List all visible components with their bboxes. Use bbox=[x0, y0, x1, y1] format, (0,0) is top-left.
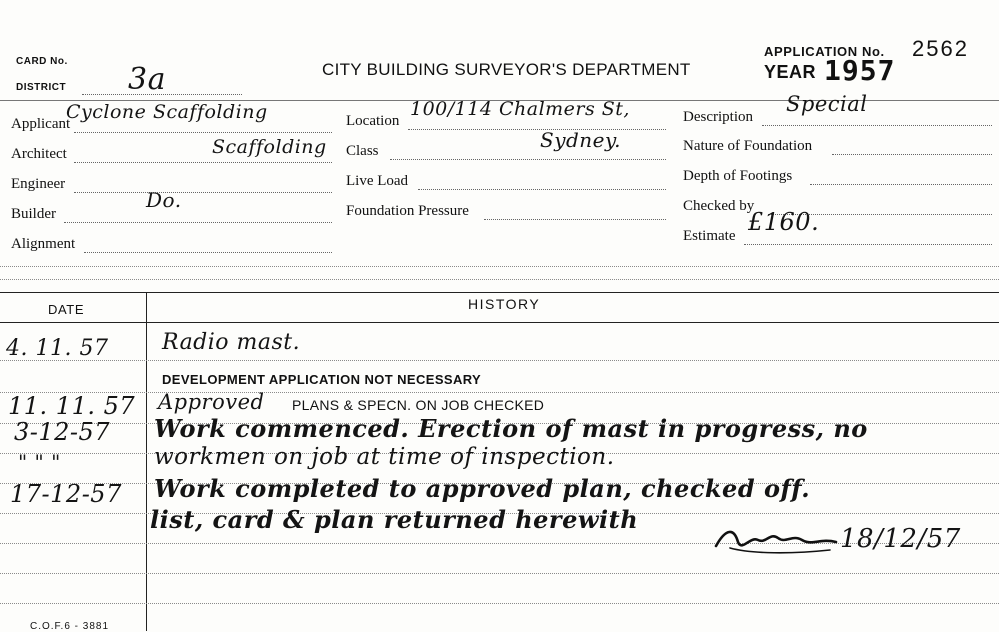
signature-icon bbox=[712, 518, 842, 558]
history-line bbox=[0, 392, 999, 393]
applicant-label: Applicant bbox=[11, 116, 71, 132]
history-header-rule bbox=[0, 322, 999, 323]
history-date: 3-12-57 bbox=[14, 418, 111, 446]
engineer-line bbox=[74, 192, 332, 193]
signature-date: 18/12/57 bbox=[840, 524, 961, 554]
date-column-divider bbox=[146, 292, 147, 631]
history-header: HISTORY bbox=[468, 296, 541, 312]
history-date: 17-12-57 bbox=[10, 480, 122, 508]
alignment-line bbox=[84, 252, 332, 253]
estimate-label: Estimate bbox=[683, 228, 736, 244]
application-no-label: APPLICATION No. bbox=[764, 44, 885, 59]
alignment-label: Alignment bbox=[11, 236, 76, 252]
foundation-pressure-line bbox=[484, 219, 666, 220]
location-line bbox=[408, 129, 666, 130]
history-text: workmen on job at time of inspection. bbox=[154, 444, 615, 470]
department-title: CITY BUILDING SURVEYOR'S DEPARTMENT bbox=[322, 60, 691, 79]
checked-by-label: Checked by bbox=[683, 198, 755, 214]
fields-rule-1 bbox=[0, 266, 999, 267]
nature-line bbox=[832, 154, 992, 155]
engineer-label: Engineer bbox=[11, 176, 66, 192]
history-line bbox=[0, 360, 999, 361]
history-line bbox=[0, 603, 999, 604]
class-label: Class bbox=[346, 143, 379, 159]
architect-line bbox=[74, 162, 332, 163]
class-value: Sydney. bbox=[540, 128, 622, 152]
location-label: Location bbox=[346, 113, 400, 129]
date-header: DATE bbox=[48, 302, 85, 317]
history-line bbox=[0, 573, 999, 574]
description-line bbox=[762, 125, 992, 126]
nature-of-foundation-label: Nature of Foundation bbox=[683, 138, 813, 154]
history-text: Approved bbox=[158, 390, 265, 414]
district-label: DISTRICT bbox=[16, 82, 67, 93]
history-stamp: PLANS & SPECN. ON JOB CHECKED bbox=[292, 397, 545, 413]
applicant-value: Cyclone Scaffolding bbox=[66, 101, 268, 123]
history-text: Work completed to approved plan, checked off. bbox=[154, 474, 811, 503]
description-label: Description bbox=[683, 109, 753, 125]
builder-value: Do. bbox=[146, 188, 182, 212]
foundation-pressure-label: Foundation Pressure bbox=[346, 203, 469, 219]
history-date: 4. 11. 57 bbox=[6, 336, 109, 361]
card-no-label: CARD No. bbox=[16, 56, 68, 67]
history-text: Radio mast. bbox=[162, 330, 301, 355]
history-date: 11. 11. 57 bbox=[8, 392, 136, 420]
architect-label: Architect bbox=[11, 146, 67, 162]
form-number: C.O.F.6 - 3881 bbox=[30, 621, 110, 632]
district-value: 3a bbox=[128, 62, 166, 97]
depth-of-footings-label: Depth of Footings bbox=[683, 168, 793, 184]
year-label: YEAR bbox=[764, 62, 817, 82]
applicant-line bbox=[74, 132, 332, 133]
live-load-label: Live Load bbox=[346, 173, 409, 189]
estimate-value: £160. bbox=[748, 208, 820, 236]
description-value: Special bbox=[786, 92, 868, 116]
history-date: " " " bbox=[18, 450, 61, 474]
year-value: 1957 bbox=[824, 54, 896, 87]
class-line bbox=[390, 159, 666, 160]
live-load-line bbox=[418, 189, 666, 190]
location-value: 100/114 Chalmers St, bbox=[410, 98, 630, 120]
history-text: Work commenced. Erection of mast in progress, no bbox=[154, 414, 868, 443]
history-top-rule bbox=[0, 292, 999, 293]
history-stamp: DEVELOPMENT APPLICATION NOT NECESSARY bbox=[162, 372, 482, 387]
history-text: list, card & plan returned herewith bbox=[150, 505, 639, 534]
architect-value: Scaffolding bbox=[212, 136, 327, 158]
application-no-value: 2562 bbox=[912, 36, 969, 61]
estimate-line bbox=[744, 244, 992, 245]
depth-line bbox=[810, 184, 992, 185]
builder-label: Builder bbox=[11, 206, 56, 222]
fields-rule-2 bbox=[0, 279, 999, 280]
builder-line bbox=[64, 222, 332, 223]
